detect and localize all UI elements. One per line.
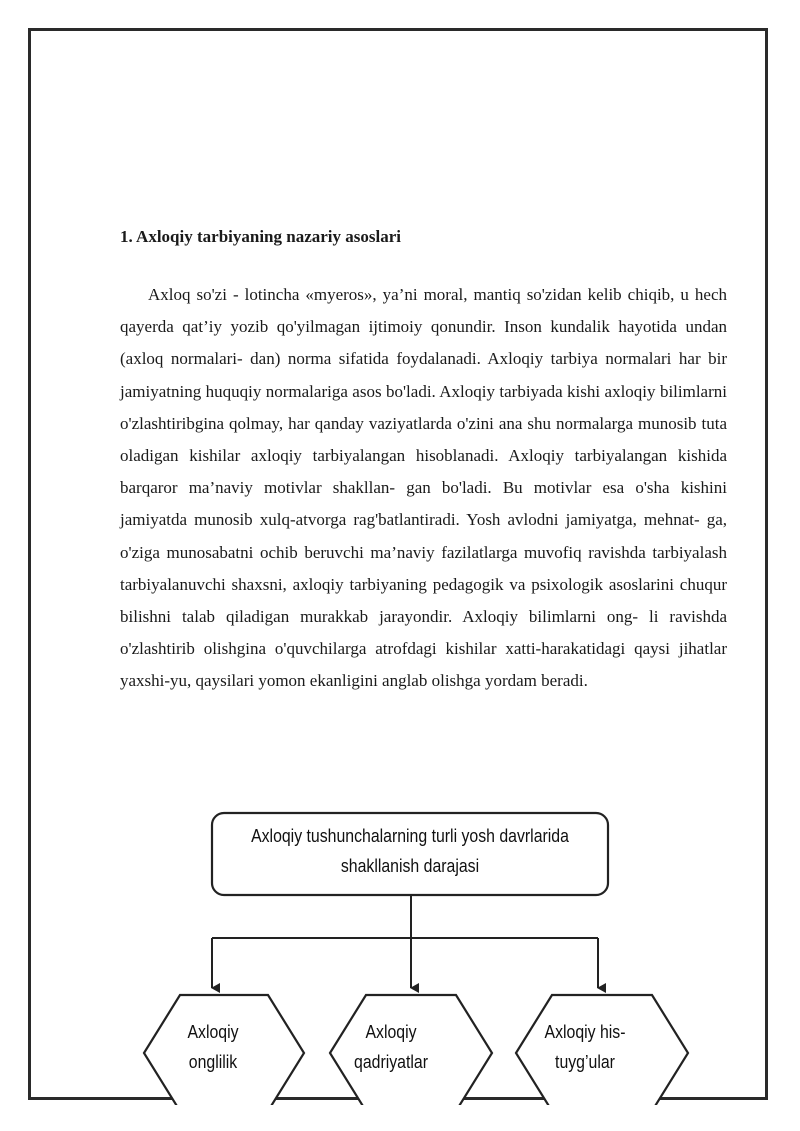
hexagon-left-line1: Axloqiy bbox=[187, 1022, 239, 1042]
body-paragraph: Axloq so'zi - lotincha «myeros», ya’ni moral, mantiq so'zidan kelib chiqib, u hech qayerda qat’iy yozib qo'yilmagan ijtimoiy qonundir. Inson kundalik hayotida undan (axloq normalari- dan) norma sifatida foydalanadi. Axloqiy tarbiya normalari har bir jamiyatning huquqiy normalariga asos bo'ladi. Axloqiy tarbiyada kishi axloqiy bilimlarni o'zlashtiribgina qolmay, har qanday vaziyatlarda o'zini ana shu normalarga munosib tuta oladigan kishilar axloqiy tarbiyalangan hisoblanadi. Axloqiy tarbiyalangan kishida barqaror ma’naviy motivlar shakllan- gan bo'ladi. Bu motivlar esa o'sha kishini jamiyatda munosib xulq-atvorga rag'batlantiradi. Yosh avlodni jamiyatga, mehnat- ga, o'ziga munosabatni ochib beruvchi ma’naviy fazilatlarga muvofiq ravishda tarbiyalash tarbiyalanuvchi shaxsni, axloqiy tarbiyaning pedagogik va psixologik asoslarini chuqur bilishni talab qiladigan murakkab jarayondir. Axloqiy bilimlarni ong- li ravishda o'zlashtirib olishgina o'quvchilarga atrofdagi kishilar xatti-harakatidagi qaysi jihatlar yaxshi-yu, qaysilari yomon ekanligini anglab olishga yordam beradi. bbox=[120, 285, 727, 691]
hexagon-middle-label bbox=[334, 1017, 448, 1077]
hexagon-middle-line1: Axloqiy bbox=[365, 1022, 417, 1042]
hexagon-left-line2: onglilik bbox=[188, 1052, 238, 1072]
hexagon-right-line1: Axloqiy his- bbox=[544, 1022, 626, 1042]
hexagon-right-line2: tuyg’ular bbox=[555, 1052, 615, 1072]
concept-diagram bbox=[130, 805, 700, 1105]
top-box-line1: Axloqiy tushunchalarning turli yosh davrlarida bbox=[251, 826, 569, 846]
top-box-label bbox=[238, 821, 583, 881]
section-heading: 1. Axloqiy tarbiyaning nazariy asoslari bbox=[120, 227, 401, 246]
hexagon-right-label bbox=[519, 1017, 651, 1077]
hexagon-middle-line2: qadriyatlar bbox=[354, 1052, 428, 1072]
hexagon-left-label bbox=[156, 1017, 270, 1077]
top-box-line2: shakllanish darajasi bbox=[340, 856, 480, 876]
